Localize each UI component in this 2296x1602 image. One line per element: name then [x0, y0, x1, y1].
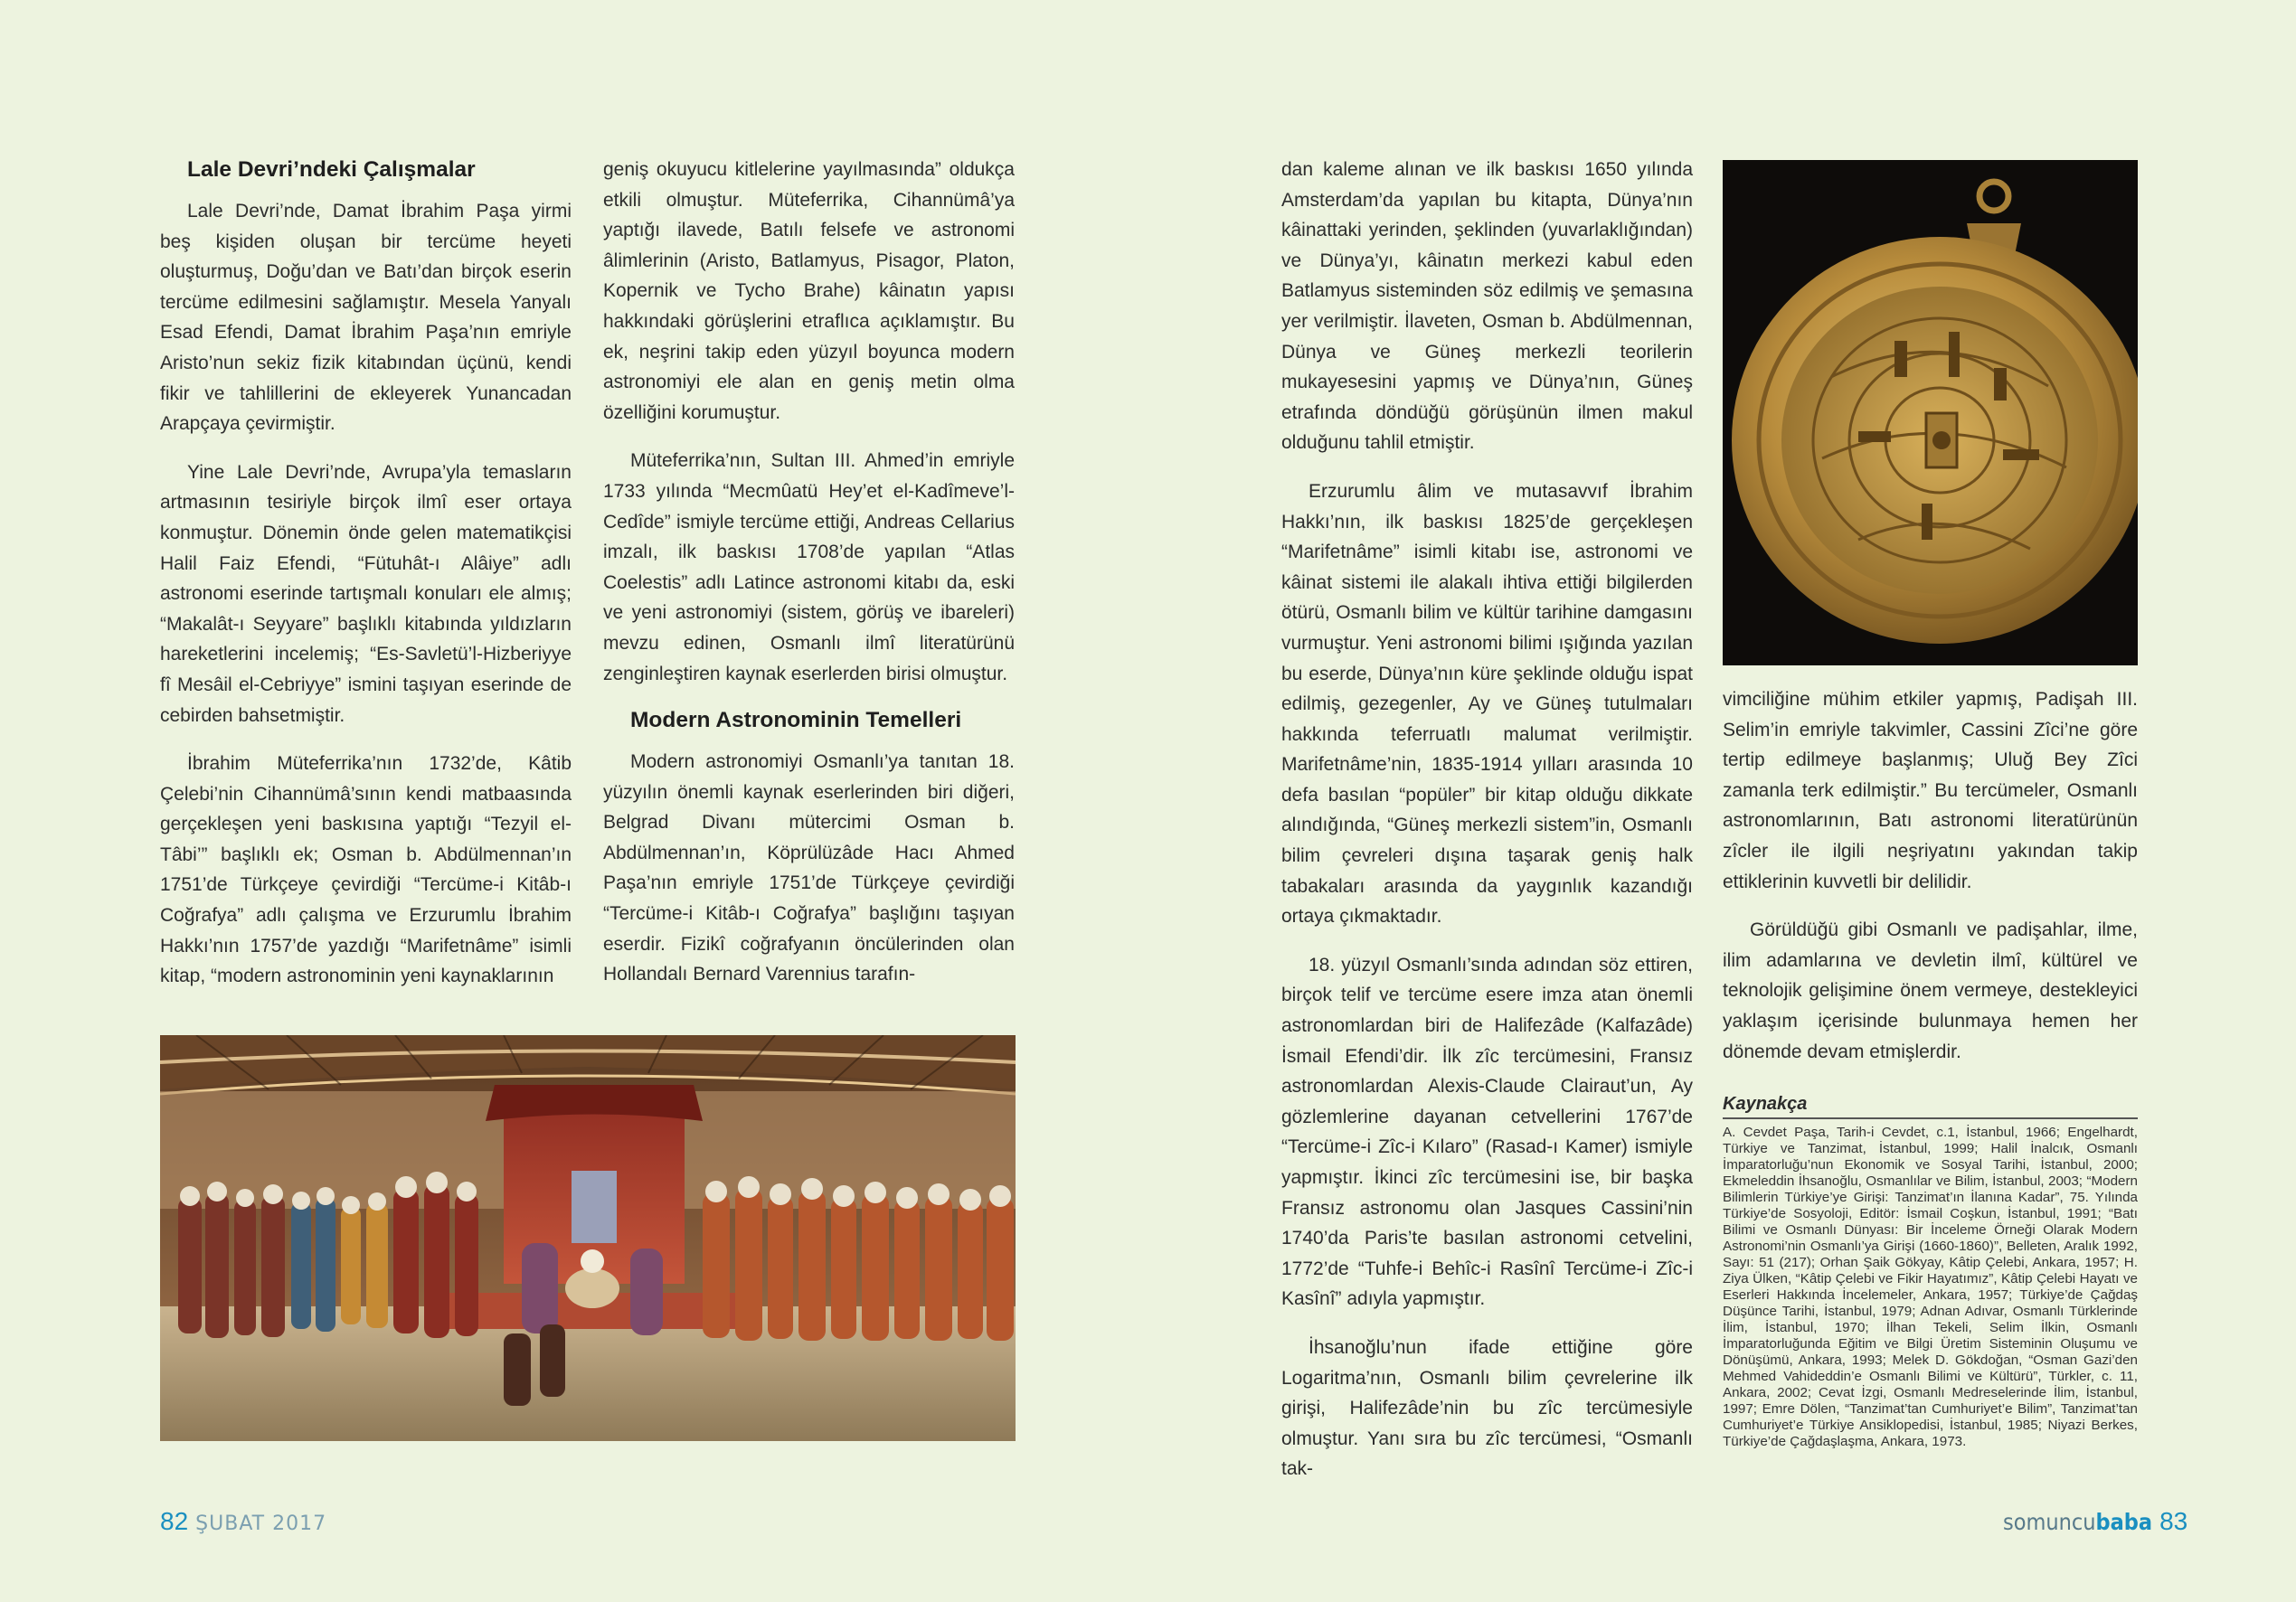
paragraph: Erzurumlu âlim ve mutasavvıf İbrahim Hakkı’nın, ilk baskısı 1825’de gerçekleşen “Marifetnâme” isimli kitabı ise, astronomi ve kâinat sistemi ile alakalı ihtiva ettiği bilgilerden ötürü, Osmanlı bilim ve kültür tarihine damgasını vurmuştur. Yeni astronomi bilimi ışığında yazılan bu eserde, Dünya’nın küre şeklinde olduğu ispat edilmiş, gezegenler, Ay ve Güneş tutulmaları hakkında teferruatlı malumat verilmiştir. Marifetnâme’nin, 1835-1914 yılları arasında 10 defa basılan “popüler” bir kitap olduğu dikkate alındığında, “Güneş merkezli sistem”in, Osmanlı bilim çevreleri dışına taşarak geniş halk tabakaları arasında da yaygınlık kazandığı ortaya çıkmaktadır.: [1281, 480, 1693, 928]
astrolabe-photo: [1723, 160, 2138, 665]
paragraph: dan kaleme alınan ve ilk baskısı 1650 yılında Amsterdam’da yapılan bu kitapta, Dünya’nın kâinattaki yerinden, şeklinden (yuvarlaklığından) ve Dünya’yı, kâinatın merkezi kabul eden Batlamyus sisteminden söz edilmiş ve şemasına yer verilmiştir. İlaveten, Osman b. Abdülmennan, Dünya ve Güneş merkezli teorilerin mukayesesini yapmış ve Dünya’nın, Güneş etrafında döndüğü görüşünün ilmen makul olduğunu tahlil etmiştir.: [1281, 159, 1693, 454]
brand-bold: baba: [2095, 1509, 2153, 1535]
right-folio: [2003, 1506, 2187, 1538]
page-number: 82: [160, 1507, 189, 1535]
left-folio: [160, 1506, 326, 1540]
page-number: 83: [2159, 1507, 2188, 1535]
court-painting-image: [160, 1035, 1016, 1441]
right-column-2: [1723, 684, 2138, 1450]
paragraph: Lale Devri’nde, Damat İbrahim Paşa yirmi beş kişiden oluşan bir tercüme heyeti oluşturmuş, Doğu’dan ve Batı’dan birçok eserin tercüme edilmesini sağlamıştır. Mesela Yanyalı Esad Efendi, Damat İbrahim Paşa’nın emriyle Aristo’nun sekiz fizik kitabından üçünü, kendi fikir ve tahlillerini de ekleyerek Yunancadan Arapçaya çevirmiştir.: [160, 201, 572, 435]
section-heading-modern-astronomi: Modern Astronominin Temelleri: [630, 708, 962, 733]
brand-light: somuncu: [2003, 1509, 2096, 1535]
references-block: [1723, 1092, 2138, 1450]
paragraph: İbrahim Müteferrika’nın 1732’de, Kâtib Çelebi’nin Cihannümâ’sının kendi matbaasında gerçekleşen yeni baskısına yaptığı “Tezyil el-Tâbi’” başlıklı ek; Osman b. Abdülmennan’ın 1751’de Türkçeye çevirdiği “Tercüme-i Kitâb-ı Coğrafya” adlı çalışma ve Erzurumlu İbrahim Hakkı’nın 1757’de yazdığı “Marifetnâme” isimli kitap, “modern astronominin yeni kaynaklarının: [160, 753, 572, 987]
astrolabe-image: [1723, 160, 2138, 665]
paragraph: 18. yüzyıl Osmanlı’sında adından söz ettiren, birçok telif ve tercüme esere imza atan önemli astronomlardan biri de Halifezâde (Kalfazâde) İsmail Efendi’dir. İlk zîc tercümesini, Fransız astronomlardan Alexis-Claude Clairaut’un, Ay gözlemlerine dayanan cetvellerini 1767’de “Tercüme-i Zîc-i Kılaro” (Rasad-ı Kamer) ismiyle yapmıştır. İkinci zîc tercümesini ise, bir başka Fransız astronomu olan Jasques Cassini’nin 1740’da Paris’te basılan astronomi cetvelini, 1772’de “Tuhfe-i Behîc-i Rasînî Tercüme-i Zîc-i Kasînî” adıyla yapmıştır.: [1281, 954, 1693, 1310]
paragraph: Görüldüğü gibi Osmanlı ve padişahlar, ilme, ilim adamlarına ve devletin ilmî, kültürel ve teknolojik gelişimine önem vermeye, destekleyici yaklaşım içerisinde bulunmaya hemen her dönemde devam etmişlerdir.: [1723, 919, 2138, 1062]
references-text: A. Cevdet Paşa, Tarih-i Cevdet, c.1, İstanbul, 1966; Engelhardt, Türkiye ve Tanzimat, İstanbul, 1999; Halil İnalcık, Osmanlı İmparatorluğu’nun Ekonomik ve Sosyal Tarihi, İstanbul, 2000; Ekmeleddin İhsanoğlu, Osmanlılar ve Bilim, İstanbul, 2003; “Modern Bilimlerin Türkiye’ye Girişi: Tanzimat’ın İlanına Kadar”, 75. Yılında Türkiye’de Sosyoloji, Editör: İsmail Coşkun, İstanbul, 1991; “Batı Bilimi ve Osmanlı Dünyası: Bir İnceleme Örneği Olarak Modern Astronomi’nin Osmanlı’ya Girişi (1660-1860)”, Belleten, Aralık 1992, Sayı: 51 (217); Orhan Şaik Gökyay, Kâtip Çelebi, Ankara, 1957; H. Ziya Ülken, “Kâtip Çelebi ve Fikir Hayatımız”, Kâtip Çelebi Hayatı ve Eserleri Hakkında İncelemeler, Ankara, 1957; Türkiye’de Çağdaş Düşünce Tarihi, İstanbul, 1979; Adnan Adıvar, Osmanlı Türklerinde İlim, İstanbul, 1970; İlhan Tekeli, Selim İlkin, Osmanlı İmparatorluğunda Eğitim ve Bilgi Üretim Sisteminin Oluşumu ve Dönüşümü, Ankara, 1993; Melek D. Gökdoğan, “Osman Gazi’den Mehmed Vahideddin’e Osmanlı Bilimi ve Kültürü”, Türkler, c. 11, Ankara, 2002; Cevat İzgi, Osmanlı Medreselerinde İlim, İstanbul, 1997; Emre Dölen, “Tanzimat’tan Cumhuriyet’e Bilim”, Tanzimat’tan Cumhuriyet’e Türkiye Ansiklopedisi, İstanbul, 1985; Niyazi Berkes, Türkiye’de Çağdaşlaşma, Ankara, 1973.: [1723, 1125, 2138, 1450]
references-title: Kaynakça: [1723, 1092, 2138, 1119]
ottoman-court-illustration: [160, 1035, 1016, 1441]
issue-date: ŞUBAT 2017: [195, 1512, 327, 1535]
left-column-2: [603, 155, 1015, 990]
paragraph: Yine Lale Devri’nde, Avrupa’yla temasların artmasının tesiriyle birçok ilmî eser ortaya konmuştur. Dönemin önde gelen matematikçisi Halil Faiz Efendi, “Fütuhât-ı Alâiye” adlı astronomi eserinde tartışmalı konuları ele almış; “Makalât-ı Seyyare” başlıklı kitabında yıldızların hareketlerini incelemiş; “Es-Savletü’l-Hizberiyye fî Mesâil el-Cebriyye” ismini taşıyan eserinde de cebirden bahsetmiştir.: [160, 461, 572, 726]
right-column-1: [1281, 155, 1693, 1484]
brand-logo: [2003, 1509, 2152, 1535]
paragraph: Müteferrika’nın, Sultan III. Ahmed’in emriyle 1733 yılında “Mecmûatü Hey’et el-Kadîmeve’l-Cedîde” ismiyle tercüme ettiği, Andreas Cellarius imzalı, ilk baskısı 1708’de yapılan “Atlas Coelestis” adlı Latince astronomi kitabı da, eski ve yeni astronomiyi (sistem, görüş ve ibareleri) mevzu edinen, Osmanlı ilmî literatürünü zenginleştiren kaynak eserlerden birisi olmuştur.: [603, 450, 1015, 684]
paragraph: İhsanoğlu’nun ifade ettiğine göre Logaritma’nın, Osmanlı bilim çevrelerine ilk girişi, Halifezâde’nin bu zîc tercümesiyle olmuştur. Yanı sıra bu zîc tercümesi, “Osmanlı tak-: [1281, 1336, 1693, 1480]
paragraph: Modern astronomiyi Osmanlı’ya tanıtan 18. yüzyılın önemli kaynak eserlerinden biri diğeri, Belgrad Divanı mütercimi Osman b. Abdülmennan’ın, Köprülüzâde Hacı Ahmed Paşa’nın emriyle 1751’de Türkçeye çevirdiği “Tercüme-i Kitâb-ı Coğrafya” başlığını taşıyan eserdir. Fizikî coğrafyanın öncülerinden olan Hollandalı Bernard Varennius tarafın-: [603, 751, 1015, 985]
left-column-1: [160, 155, 572, 992]
paragraph: geniş okuyucu kitlelerine yayılmasında” oldukça etkili olmuştur. Müteferrika, Cihannümâ’ya yaptığı ilavede, Batılı felsefe ve astronomi âlimlerinin (Aristo, Batlamyus, Pisagor, Platon, Kopernik ve Tycho Brahe) kâinatın yapısı hakkındaki görüşlerini etraflıca açıklamıştır. Bu ek, neşrini takip eden yüzyıl boyunca modern astronomiyi ele alan en geniş metin olma özelliğini korumuştur.: [603, 159, 1015, 423]
paragraph: vimciliğine mühim etkiler yapmış, Padişah III. Selim’in emriyle takvimler, Cassini Zîci’ne göre tertip edilmeye başlanmış; Uluğ Bey Zîci zamanla terk edilmiştir.” Bu tercümeler, Osmanlı astronomlarının, Batı astronomi literatürünün zîcler ile ilgili neşriyatını yakından takip ettiklerinin kuvvetli bir delilidir.: [1723, 689, 2138, 892]
section-heading-lale-devri: Lale Devri’ndeki Çalışmalar: [187, 157, 476, 182]
